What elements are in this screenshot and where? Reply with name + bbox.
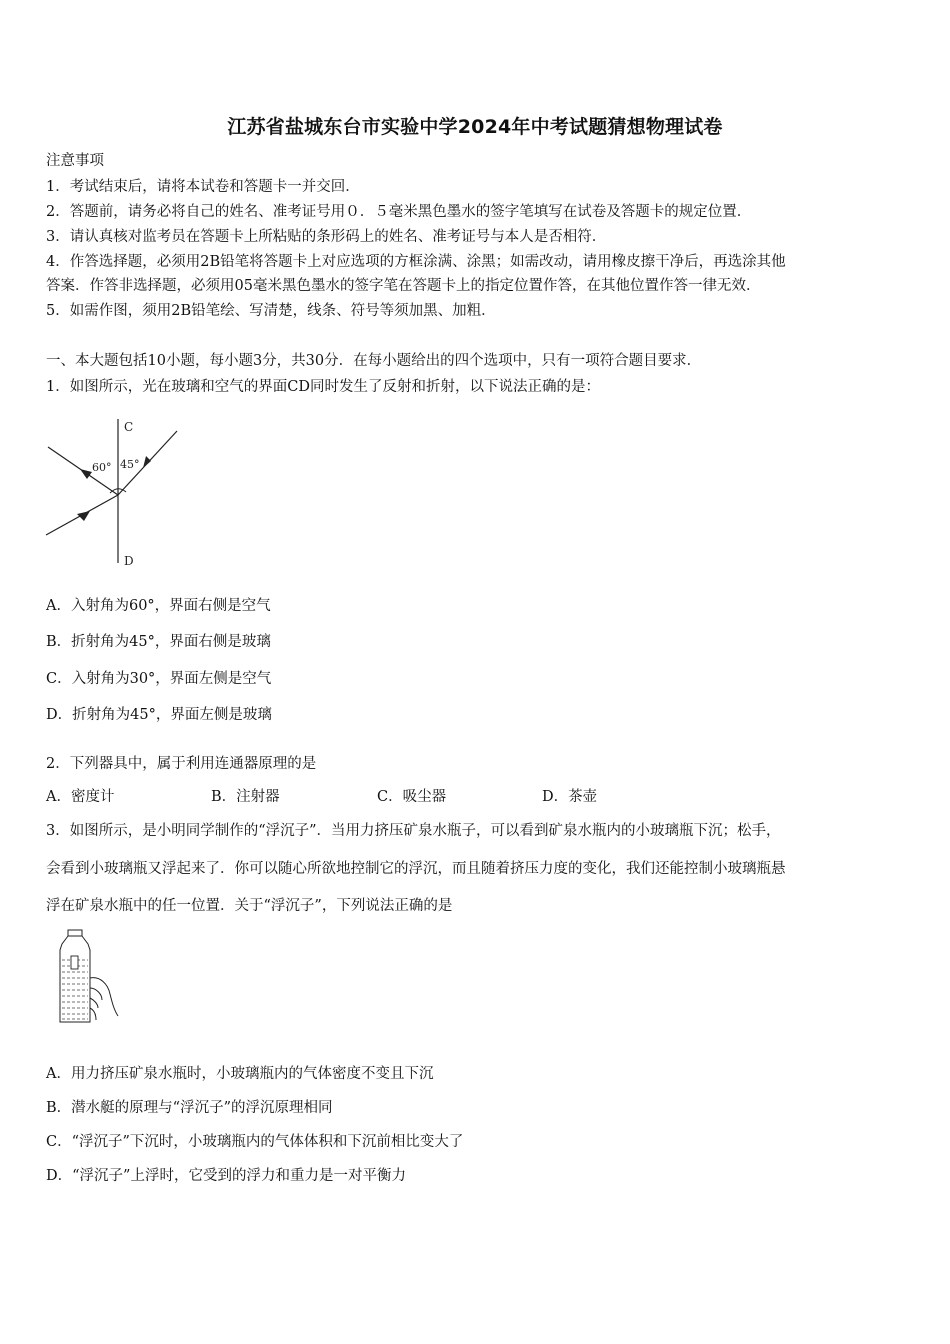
bottle-cap <box>68 930 82 936</box>
label-d: D <box>124 554 134 568</box>
q1-option-b: B．折射角为45°，界面右侧是玻璃 <box>46 634 271 650</box>
refraction-diagram <box>40 415 190 570</box>
question-1-stem: 1．如图所示，光在玻璃和空气的界面CD同时发生了反射和折射，以下说法正确的是： <box>46 379 600 395</box>
arrow-icon <box>143 456 151 468</box>
section-heading: 一、本大题包括10小题，每小题3分，共30分．在每小题给出的四个选项中，只有一项符合题目要求． <box>46 353 702 369</box>
notice-item: 2．答题前，请务必将自己的姓名、准考证号用０．５毫米黑色墨水的签字笔填写在试卷及答题卡的规定位置． <box>46 204 752 220</box>
hand-outline <box>90 978 118 1020</box>
angle-60-label: 60° <box>92 461 112 474</box>
question-3-stem-line: 3．如图所示，是小明同学制作的“浮沉子”．当用力挤压矿泉水瓶子，可以看到矿泉水瓶内的小玻璃瓶下沉；松手， <box>46 823 781 839</box>
arrow-icon <box>80 469 92 479</box>
notice-item: 4．作答选择题，必须用2B铅笔将答题卡上对应选项的方框涂满、涂黑；如需改动，请用橡皮擦干净后，再选涂其他 <box>46 254 786 270</box>
notice-item: 1．考试结束后，请将本试卷和答题卡一并交回． <box>46 179 360 195</box>
q3-option-d: D．“浮沉子”上浮时，它受到的浮力和重力是一对平衡力 <box>46 1168 406 1184</box>
label-c: C <box>124 420 134 434</box>
bottle-diagram <box>52 928 127 1028</box>
notice-heading: 注意事项 <box>46 153 104 169</box>
q3-option-a: A．用力挤压矿泉水瓶时，小玻璃瓶内的气体密度不变且下沉 <box>46 1066 434 1082</box>
q3-option-c: C．“浮沉子”下沉时，小玻璃瓶内的气体体积和下沉前相比变大了 <box>46 1134 464 1150</box>
page-title: 江苏省盐城东台市实验中学2024年中考试题猜想物理试卷 <box>227 116 723 138</box>
q2-option-a: A．密度计 <box>46 789 115 805</box>
q2-options <box>46 788 646 806</box>
small-vial <box>71 956 78 969</box>
notice-item: 3．请认真核对监考员在答题卡上所粘贴的条形码上的姓名、准考证号与本人是否相符． <box>46 229 607 245</box>
q2-option-c: C．吸尘器 <box>377 789 447 805</box>
question-2-stem: 2．下列器具中，属于利用连通器原理的是 <box>46 756 317 772</box>
q3-option-b: B．潜水艇的原理与“浮沉子”的浮沉原理相同 <box>46 1100 333 1116</box>
angle-45-label: 45° <box>120 458 140 471</box>
q2-option-b: B．注射器 <box>211 789 280 805</box>
question-3-stem-line: 浮在矿泉水瓶中的任一位置．关于“浮沉子”，下列说法正确的是 <box>46 898 453 914</box>
q1-option-d: D．折射角为45°，界面左侧是玻璃 <box>46 707 272 723</box>
question-3-stem-line: 会看到小玻璃瓶又浮起来了．你可以随心所欲地控制它的浮沉，而且随着挤压力度的变化，我们还能控制小玻璃瓶悬 <box>46 861 786 877</box>
bottle-body <box>60 936 90 1022</box>
q1-option-a: A．入射角为60°，界面右侧是空气 <box>46 598 271 614</box>
notice-item: 5．如需作图，须用2B铅笔绘、写清楚，线条、符号等须加黑、加粗． <box>46 303 496 319</box>
arrow-icon <box>77 511 90 521</box>
notice-item: 答案．作答非选择题，必须用05毫米黑色墨水的签字笔在答题卡上的指定位置作答，在其他位置作答一律无效． <box>46 278 761 294</box>
q2-option-d: D．茶壶 <box>542 789 598 805</box>
q1-option-c: C．入射角为30°，界面左侧是空气 <box>46 671 272 687</box>
